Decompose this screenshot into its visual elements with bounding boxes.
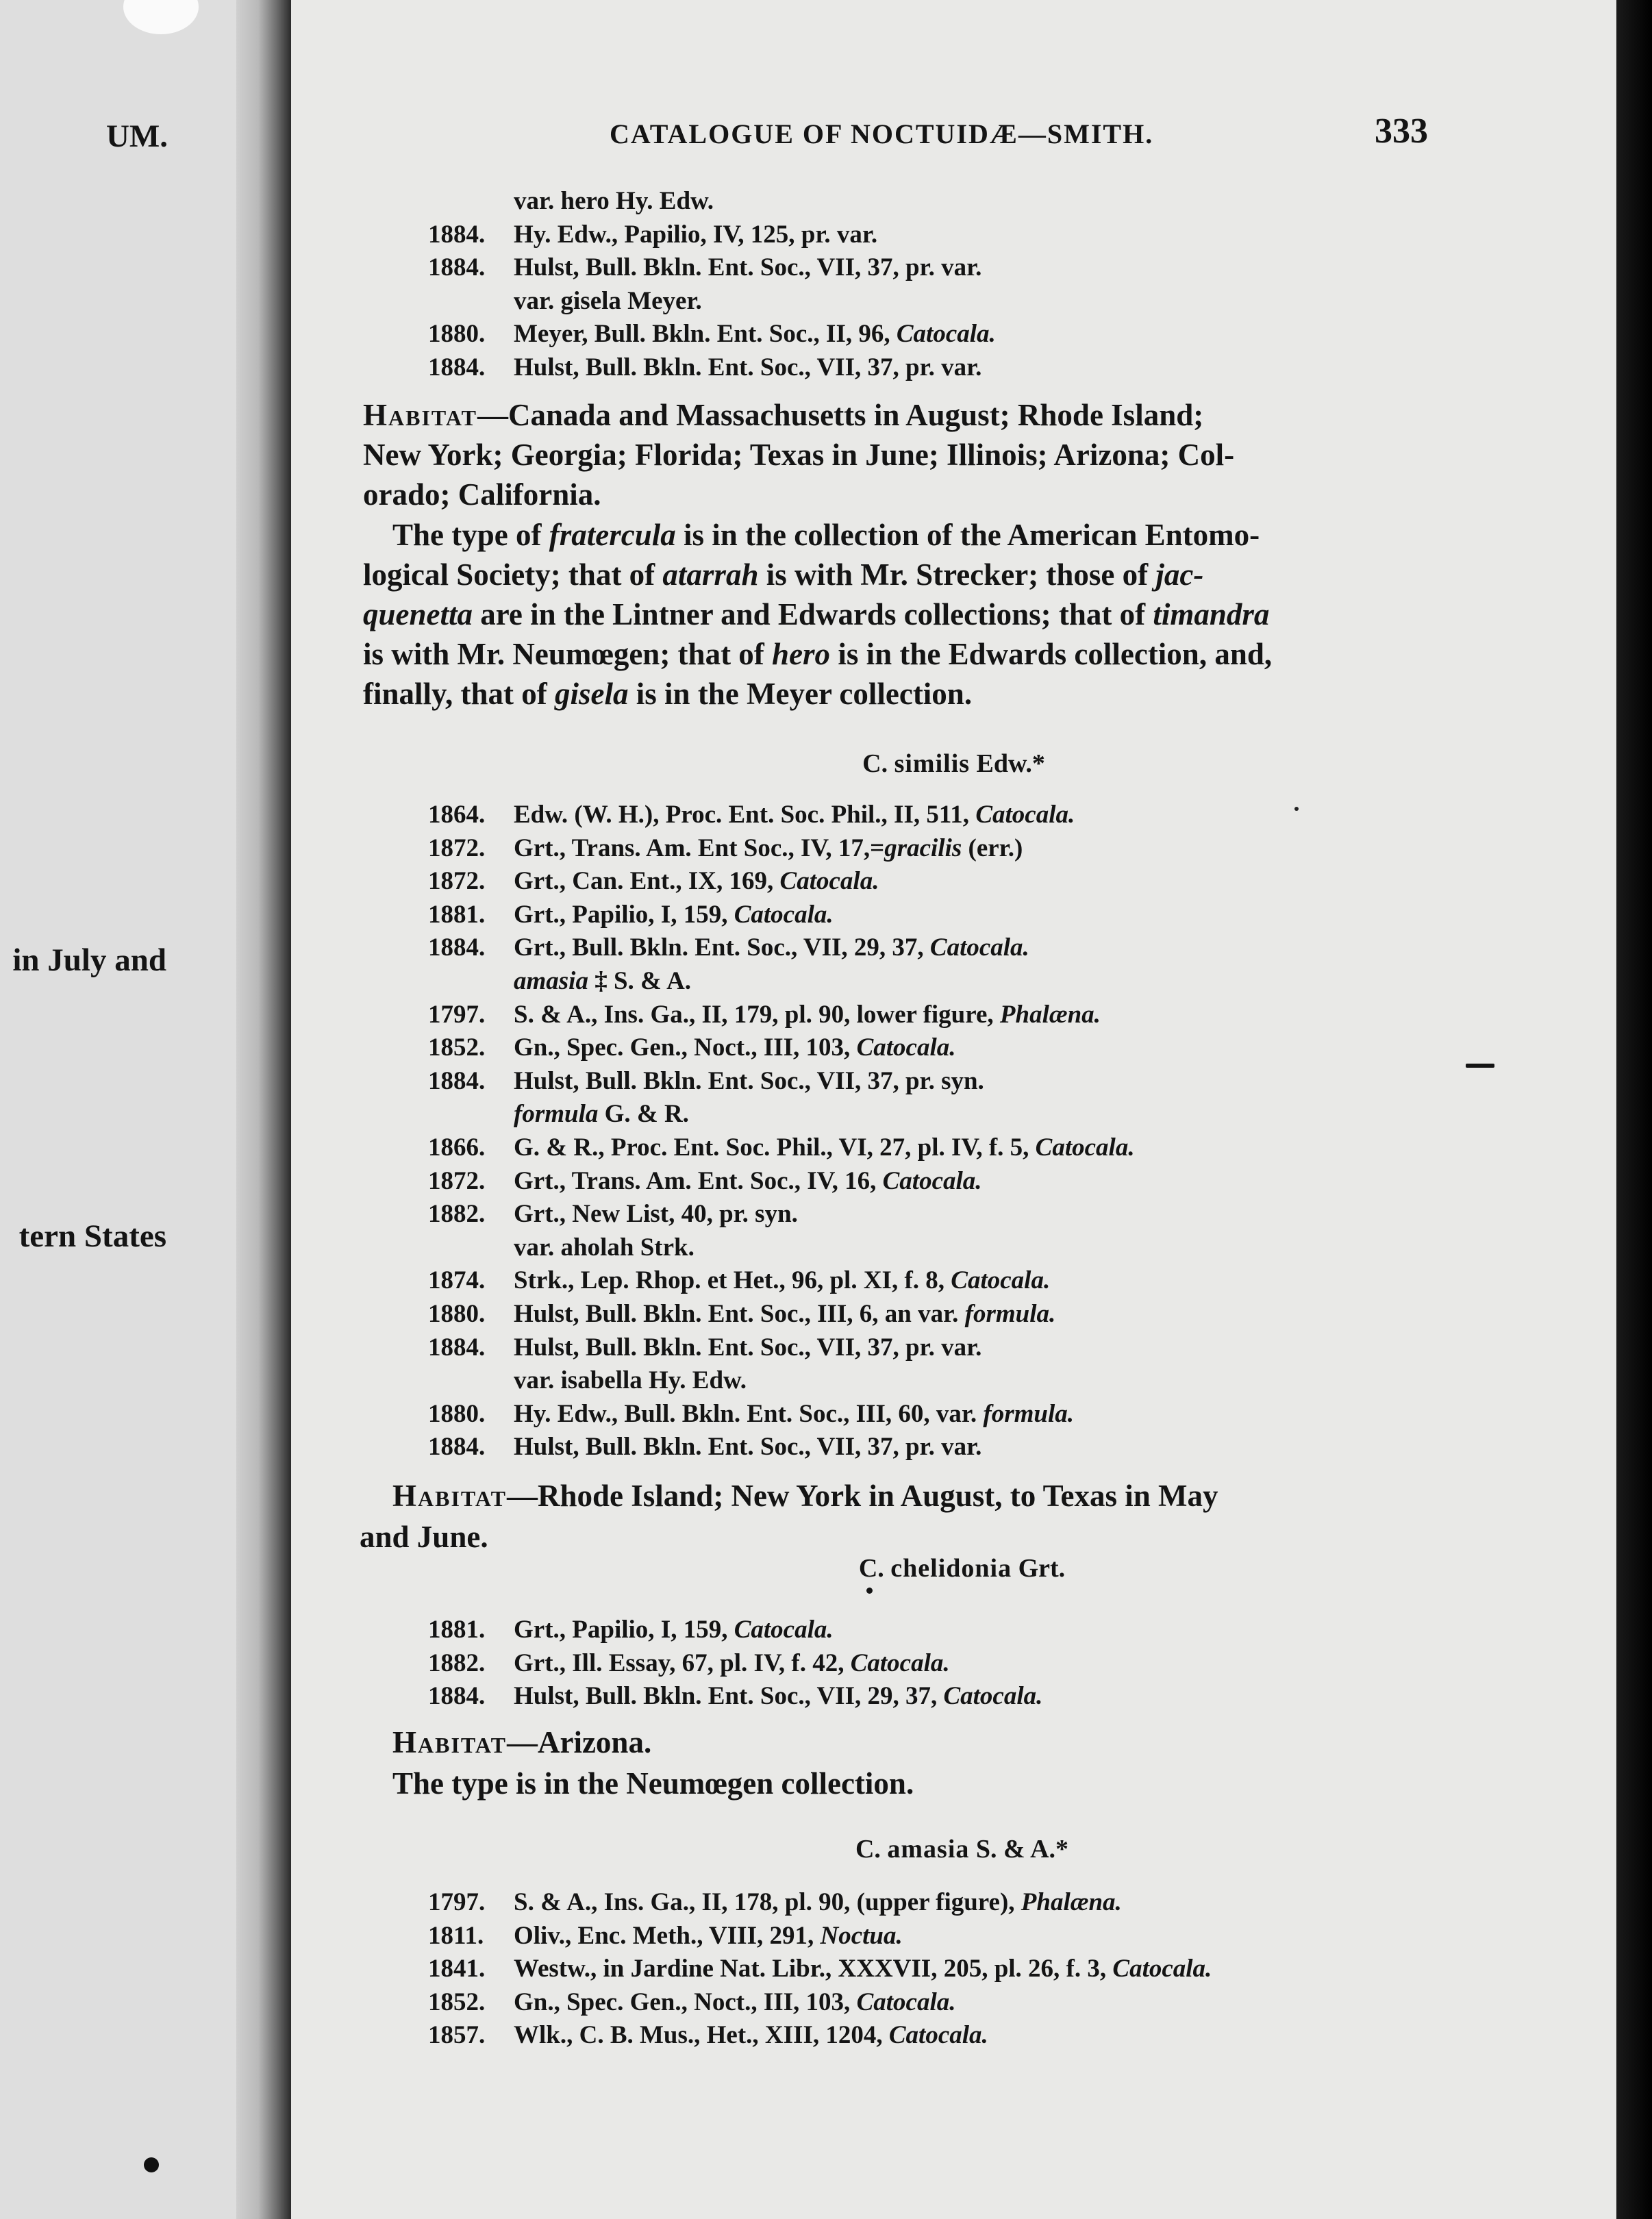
citation-year: 1882. bbox=[428, 1648, 486, 1677]
citation-text: Grt., Trans. Am. Ent Soc., IV, 17,=gracilis (err.) bbox=[514, 833, 1023, 862]
synonym-line: var. aholah Strk. bbox=[514, 1233, 694, 1262]
citation-text: Grt., Ill. Essay, 67, pl. IV, f. 42, Catocala. bbox=[514, 1648, 950, 1677]
genus-name: Catocala. bbox=[951, 1266, 1051, 1295]
species-name: jac- bbox=[1155, 557, 1204, 592]
synonym-line: var. hero Hy. Edw. bbox=[514, 187, 714, 215]
ink-dot bbox=[144, 2157, 159, 2172]
citation-text: Meyer, Bull. Bkln. Ent. Soc., II, 96, Catocala. bbox=[514, 320, 996, 348]
citation-text: G. & R., Proc. Ent. Soc. Phil., VI, 27, pl. IV, f. 5, Catocala. bbox=[514, 1133, 1135, 1162]
type-note-paragraph: The type is in the Neumœgen collection. bbox=[392, 1766, 914, 1801]
habitat-line: New York; Georgia; Florida; Texas in June; Illinois; Arizona; Col- bbox=[363, 438, 1235, 472]
citation-text: Hulst, Bull. Bkln. Ent. Soc., VII, 37, pr. var. bbox=[514, 353, 982, 381]
habitat-paragraph: Habitat—Canada and Massachusetts in August; Rhode Island; bbox=[363, 398, 1204, 432]
left-page-fragment: in July and bbox=[12, 942, 166, 978]
citation-text: Hulst, Bull. Bkln. Ent. Soc., VII, 37, pr. var. bbox=[514, 1333, 982, 1362]
synonym-name: amasia bbox=[514, 967, 588, 995]
habitat-paragraph: Habitat—Rhode Island; New York in August, to Texas in May bbox=[392, 1479, 1218, 1513]
citation-text: S. & A., Ins. Ga., II, 178, pl. 90, (upper figure), Phalæna. bbox=[514, 1888, 1122, 1916]
genus-name: Catocala. bbox=[896, 320, 996, 348]
citation-year: 1881. bbox=[428, 1616, 486, 1644]
genus-name: Catocala. bbox=[734, 900, 834, 929]
citation-text: Grt., Papilio, I, 159, Catocala. bbox=[514, 1616, 834, 1644]
citation-text: Grt., Papilio, I, 159, Catocala. bbox=[514, 900, 834, 929]
habitat-label: Habitat bbox=[392, 1725, 507, 1759]
page-number: 333 bbox=[1375, 112, 1428, 151]
genus-name: Catocala. bbox=[888, 2021, 988, 2049]
citation-year: 1872. bbox=[428, 1166, 486, 1195]
citation-text: Oliv., Enc. Meth., VIII, 291, Noctua. bbox=[514, 1921, 903, 1950]
citation-year: 1797. bbox=[428, 1000, 486, 1029]
genus-name: Catocala. bbox=[734, 1616, 834, 1644]
species-name: atarrah bbox=[662, 557, 759, 592]
species-name: similis bbox=[894, 749, 971, 778]
synonym-name: formula bbox=[514, 1100, 599, 1129]
genus-name: Noctua. bbox=[820, 1921, 903, 1950]
species-name: amasia bbox=[887, 1835, 970, 1864]
paper-blot bbox=[123, 0, 199, 34]
synonym-name: aholah bbox=[560, 1233, 634, 1262]
citation-text: Hy. Edw., Bull. Bkln. Ent. Soc., III, 60, var. formula. bbox=[514, 1399, 1075, 1428]
synonym-line: var. isabella Hy. Edw. bbox=[514, 1366, 747, 1395]
citation-year: 1872. bbox=[428, 833, 486, 862]
left-page-fragment: tern States bbox=[18, 1218, 166, 1254]
synonym-line: formula G. & R. bbox=[514, 1100, 689, 1129]
book-gutter bbox=[236, 0, 291, 2219]
genus-name: Catocala. bbox=[856, 1988, 956, 2016]
citation-text: Grt., Trans. Am. Ent. Soc., IV, 16, Catocala. bbox=[514, 1166, 982, 1195]
species-heading: C. similis Edw.* bbox=[862, 749, 1045, 778]
citation-year: 1874. bbox=[428, 1266, 486, 1295]
genus-name: Catocala. bbox=[856, 1033, 956, 1062]
genus-name: Catocala. bbox=[975, 801, 1075, 829]
genus-name: formula. bbox=[964, 1300, 1056, 1328]
citation-year: 1880. bbox=[428, 1300, 486, 1328]
species-heading: C. chelidonia Grt. bbox=[858, 1554, 1066, 1583]
citation-year: 1884. bbox=[428, 220, 486, 249]
habitat-label: Habitat bbox=[392, 1479, 507, 1513]
citation-year: 1852. bbox=[428, 1988, 486, 2016]
habitat-label: Habitat bbox=[363, 398, 477, 432]
genus-name: Catocala. bbox=[882, 1166, 982, 1195]
species-name: gisela bbox=[555, 677, 629, 711]
species-name: timandra bbox=[1153, 597, 1270, 631]
species-name: chelidonia bbox=[890, 1554, 1012, 1583]
citation-text: Gn., Spec. Gen., Noct., III, 103, Catocala. bbox=[514, 1033, 956, 1062]
genus-name: Catocala. bbox=[1112, 1955, 1212, 1983]
citation-year: 1811. bbox=[428, 1921, 484, 1950]
synonym-line: var. gisela Meyer. bbox=[514, 286, 702, 315]
citation-year: 1884. bbox=[428, 933, 486, 962]
citation-year: 1866. bbox=[428, 1133, 486, 1162]
citation-year: 1864. bbox=[428, 801, 486, 829]
citation-text: Hulst, Bull. Bkln. Ent. Soc., VII, 29, 37, Catocala. bbox=[514, 1682, 1043, 1710]
genus-name: Phalæna. bbox=[999, 1000, 1101, 1029]
genus-name: formula. bbox=[983, 1399, 1075, 1428]
citation-text: Westw., in Jardine Nat. Libr., XXXVII, 205, pl. 26, f. 3, Catocala. bbox=[514, 1955, 1212, 1983]
citation-year: 1884. bbox=[428, 1682, 486, 1710]
citation-year: 1797. bbox=[428, 1888, 486, 1916]
citation-text: Edw. (W. H.), Proc. Ent. Soc. Phil., II, 511, Catocala. bbox=[514, 801, 1075, 829]
habitat-line: orado; California. bbox=[363, 477, 601, 512]
citation-text: Gn., Spec. Gen., Noct., III, 103, Catocala. bbox=[514, 1988, 956, 2016]
type-note-line: quenetta are in the Lintner and Edwards collections; that of timandra bbox=[363, 597, 1270, 631]
type-note-line: The type of fratercula is in the collection of the American Entomo- bbox=[392, 518, 1260, 552]
document-page bbox=[291, 0, 1616, 2219]
species-name: quenetta bbox=[363, 597, 473, 631]
habitat-line: and June. bbox=[360, 1520, 488, 1554]
genus-name: Catocala. bbox=[779, 867, 879, 896]
genus-name: Catocala. bbox=[943, 1682, 1043, 1710]
citation-year: 1884. bbox=[428, 1066, 486, 1095]
bullet-mark bbox=[866, 1588, 873, 1594]
margin-mark bbox=[1466, 1064, 1494, 1068]
species-name: hero bbox=[772, 637, 831, 671]
citation-year: 1884. bbox=[428, 1333, 486, 1362]
citation-year: 1852. bbox=[428, 1033, 486, 1062]
citation-year: 1884. bbox=[428, 1433, 486, 1462]
citation-year: 1857. bbox=[428, 2021, 486, 2049]
species-heading: C. amasia S. & A.* bbox=[855, 1835, 1069, 1864]
synonym-line: amasia ‡ S. & A. bbox=[514, 967, 692, 995]
citation-text: Hulst, Bull. Bkln. Ent. Soc., III, 6, an var. formula. bbox=[514, 1300, 1056, 1328]
species-name: fratercula bbox=[549, 518, 676, 552]
type-note-line: finally, that of gisela is in the Meyer collection. bbox=[363, 677, 973, 711]
scan-border bbox=[1616, 0, 1652, 2219]
citation-text: Hulst, Bull. Bkln. Ent. Soc., VII, 37, pr. syn. bbox=[514, 1066, 984, 1095]
citation-text: Wlk., C. B. Mus., Het., XIII, 1204, Catocala. bbox=[514, 2021, 988, 2049]
citation-year: 1880. bbox=[428, 1399, 486, 1428]
citation-text: Grt., New List, 40, pr. syn. bbox=[514, 1200, 798, 1229]
ink-speck bbox=[1294, 807, 1299, 811]
citation-year: 1881. bbox=[428, 900, 486, 929]
synonym-name: isabella bbox=[560, 1366, 642, 1395]
citation-year: 1884. bbox=[428, 253, 486, 281]
genus-name: Catocala. bbox=[1035, 1133, 1135, 1162]
citation-text: Hulst, Bull. Bkln. Ent. Soc., VII, 37, pr. var. bbox=[514, 253, 982, 281]
citation-year: 1882. bbox=[428, 1200, 486, 1229]
citation-text: Strk., Lep. Rhop. et Het., 96, pl. XI, f. 8, Catocala. bbox=[514, 1266, 1051, 1295]
citation-year: 1841. bbox=[428, 1955, 486, 1983]
citation-year: 1880. bbox=[428, 320, 486, 348]
habitat-paragraph: Habitat—Arizona. bbox=[392, 1725, 652, 1759]
synonym-name: gisela bbox=[560, 286, 621, 315]
citation-text: Hulst, Bull. Bkln. Ent. Soc., VII, 37, pr. var. bbox=[514, 1433, 982, 1462]
previous-page-edge bbox=[0, 0, 236, 2219]
citation-text: Hy. Edw., Papilio, IV, 125, pr. var. bbox=[514, 220, 878, 249]
type-note-line: is with Mr. Neumœgen; that of hero is in the Edwards collection, and, bbox=[363, 637, 1273, 671]
synonym-name: hero bbox=[560, 187, 610, 215]
genus-name: Phalæna. bbox=[1021, 1888, 1122, 1916]
citation-year: 1884. bbox=[428, 353, 486, 381]
type-note-line: logical Society; that of atarrah is with Mr. Strecker; those of jac- bbox=[363, 557, 1204, 592]
citation-text: S. & A., Ins. Ga., II, 179, pl. 90, lower figure, Phalæna. bbox=[514, 1000, 1101, 1029]
citation-text: Grt., Can. Ent., IX, 169, Catocala. bbox=[514, 867, 879, 896]
genus-name: Catocala. bbox=[929, 933, 1029, 962]
genus-name: gracilis bbox=[884, 833, 962, 862]
citation-text: Grt., Bull. Bkln. Ent. Soc., VII, 29, 37, Catocala. bbox=[514, 933, 1029, 962]
genus-name: Catocala. bbox=[850, 1648, 950, 1677]
citation-year: 1872. bbox=[428, 867, 486, 896]
running-head: CATALOGUE OF NOCTUIDÆ—SMITH. bbox=[610, 118, 1154, 149]
left-page-fragment: UM. bbox=[105, 118, 168, 154]
